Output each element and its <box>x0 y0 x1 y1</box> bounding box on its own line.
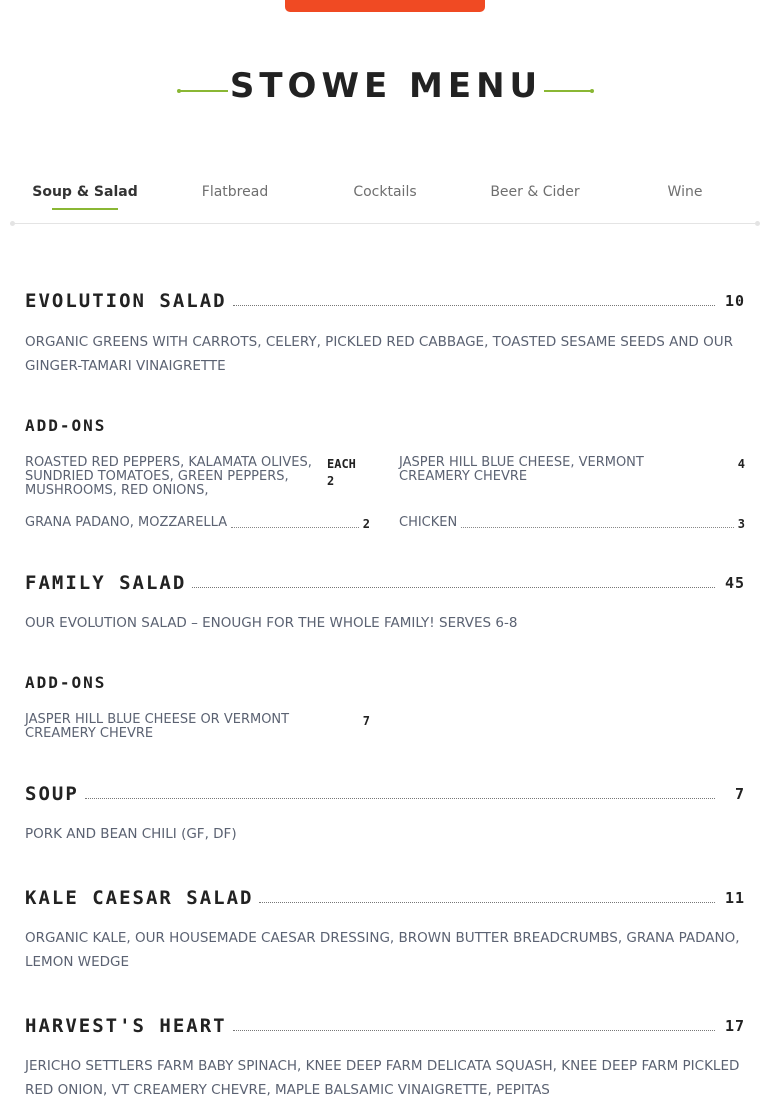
dot-leader <box>231 516 359 528</box>
addon-name: JASPER HILL BLUE CHEESE, VERMONT CREAMERY CHEVRE <box>399 455 644 484</box>
addon-item <box>25 456 370 498</box>
item-price: 10 <box>724 292 745 310</box>
addon-item <box>25 516 370 533</box>
addon-price: 4 <box>737 457 745 471</box>
dot-leader <box>233 304 715 306</box>
addon-price: 7 <box>362 714 370 728</box>
item-description: JERICHO SETTLERS FARM BABY SPINACH, KNEE DEEP FARM DELICATA SQUASH, KNEE DEEP FARM PICKLED RED ONION, VT CREAMERY CHEVRE, MAPLE BALSAMIC VINAIGRETTE, PEPITAS <box>25 1058 740 1098</box>
dot-leader <box>233 1029 715 1031</box>
addon-name: GRANA PADANO, MOZZARELLA <box>25 515 228 530</box>
title-decoration-left <box>180 90 228 92</box>
addon-name: JASPER HILL BLUE CHEESE OR VERMONT CREAMERY CHEVRE <box>25 712 290 741</box>
menu-item-family-salad <box>25 566 745 594</box>
menu-item-soup <box>25 777 745 805</box>
menu-item-harvests-heart <box>25 1009 745 1037</box>
item-price: 11 <box>724 889 745 907</box>
item-description: ORGANIC KALE, OUR HOUSEMADE CAESAR DRESSING, BROWN BUTTER BREADCRUMBS, GRANA PADANO, LEMON WEDGE <box>25 930 740 970</box>
dot-leader <box>192 586 715 588</box>
item-name: SOUP <box>25 783 79 805</box>
menu-item-kale-caesar-salad <box>25 881 745 909</box>
item-description: PORK AND BEAN CHILI (GF, DF) <box>25 826 237 842</box>
item-description: OUR EVOLUTION SALAD – ENOUGH FOR THE WHOLE FAMILY! SERVES 6-8 <box>25 615 518 631</box>
item-description: ORGANIC GREENS WITH CARROTS, CELERY, PICKLED RED CABBAGE, TOASTED SESAME SEEDS AND OUR GINGER-TAMARI VINAIGRETTE <box>25 334 733 374</box>
addons-heading: ADD-ONS <box>25 673 107 692</box>
menu-tabs <box>10 172 760 224</box>
addon-price: EACH 2 <box>327 457 356 488</box>
tab-soup-salad[interactable]: Soup & Salad <box>32 184 138 200</box>
item-name: EVOLUTION SALAD <box>25 290 227 312</box>
item-name: KALE CAESAR SALAD <box>25 887 254 909</box>
addon-price: 3 <box>737 517 745 531</box>
addon-item <box>399 456 745 484</box>
addon-item <box>399 516 745 533</box>
item-price: 45 <box>724 574 745 592</box>
item-price: 17 <box>724 1017 745 1035</box>
addon-price: 2 <box>362 517 370 531</box>
dot-leader <box>85 797 715 799</box>
page-title: STOWE MENU <box>229 66 543 106</box>
tabs-divider <box>10 223 760 224</box>
addons-heading: ADD-ONS <box>25 416 107 435</box>
tab-cocktails[interactable]: Cocktails <box>353 184 417 200</box>
menu-title-block <box>0 62 770 122</box>
addon-name: ROASTED RED PEPPERS, KALAMATA OLIVES, SUNDRIED TOMATOES, GREEN PEPPERS, MUSHROOMS, RED ONIONS, <box>25 455 312 498</box>
addon-name: CHICKEN <box>399 515 458 530</box>
order-button[interactable] <box>285 0 485 12</box>
addon-item <box>25 713 370 741</box>
tab-beer-cider[interactable]: Beer & Cider <box>490 184 580 200</box>
tab-flatbread[interactable]: Flatbread <box>201 184 269 200</box>
dot-leader <box>259 901 715 903</box>
item-name: HARVEST'S HEART <box>25 1015 227 1037</box>
dot-leader <box>461 516 734 528</box>
active-tab-indicator <box>52 208 118 210</box>
tab-wine[interactable]: Wine <box>667 184 703 200</box>
menu-item-evolution-salad <box>25 284 745 312</box>
item-price: 7 <box>734 785 745 803</box>
item-name: FAMILY SALAD <box>25 572 187 594</box>
title-decoration-right <box>544 90 591 92</box>
